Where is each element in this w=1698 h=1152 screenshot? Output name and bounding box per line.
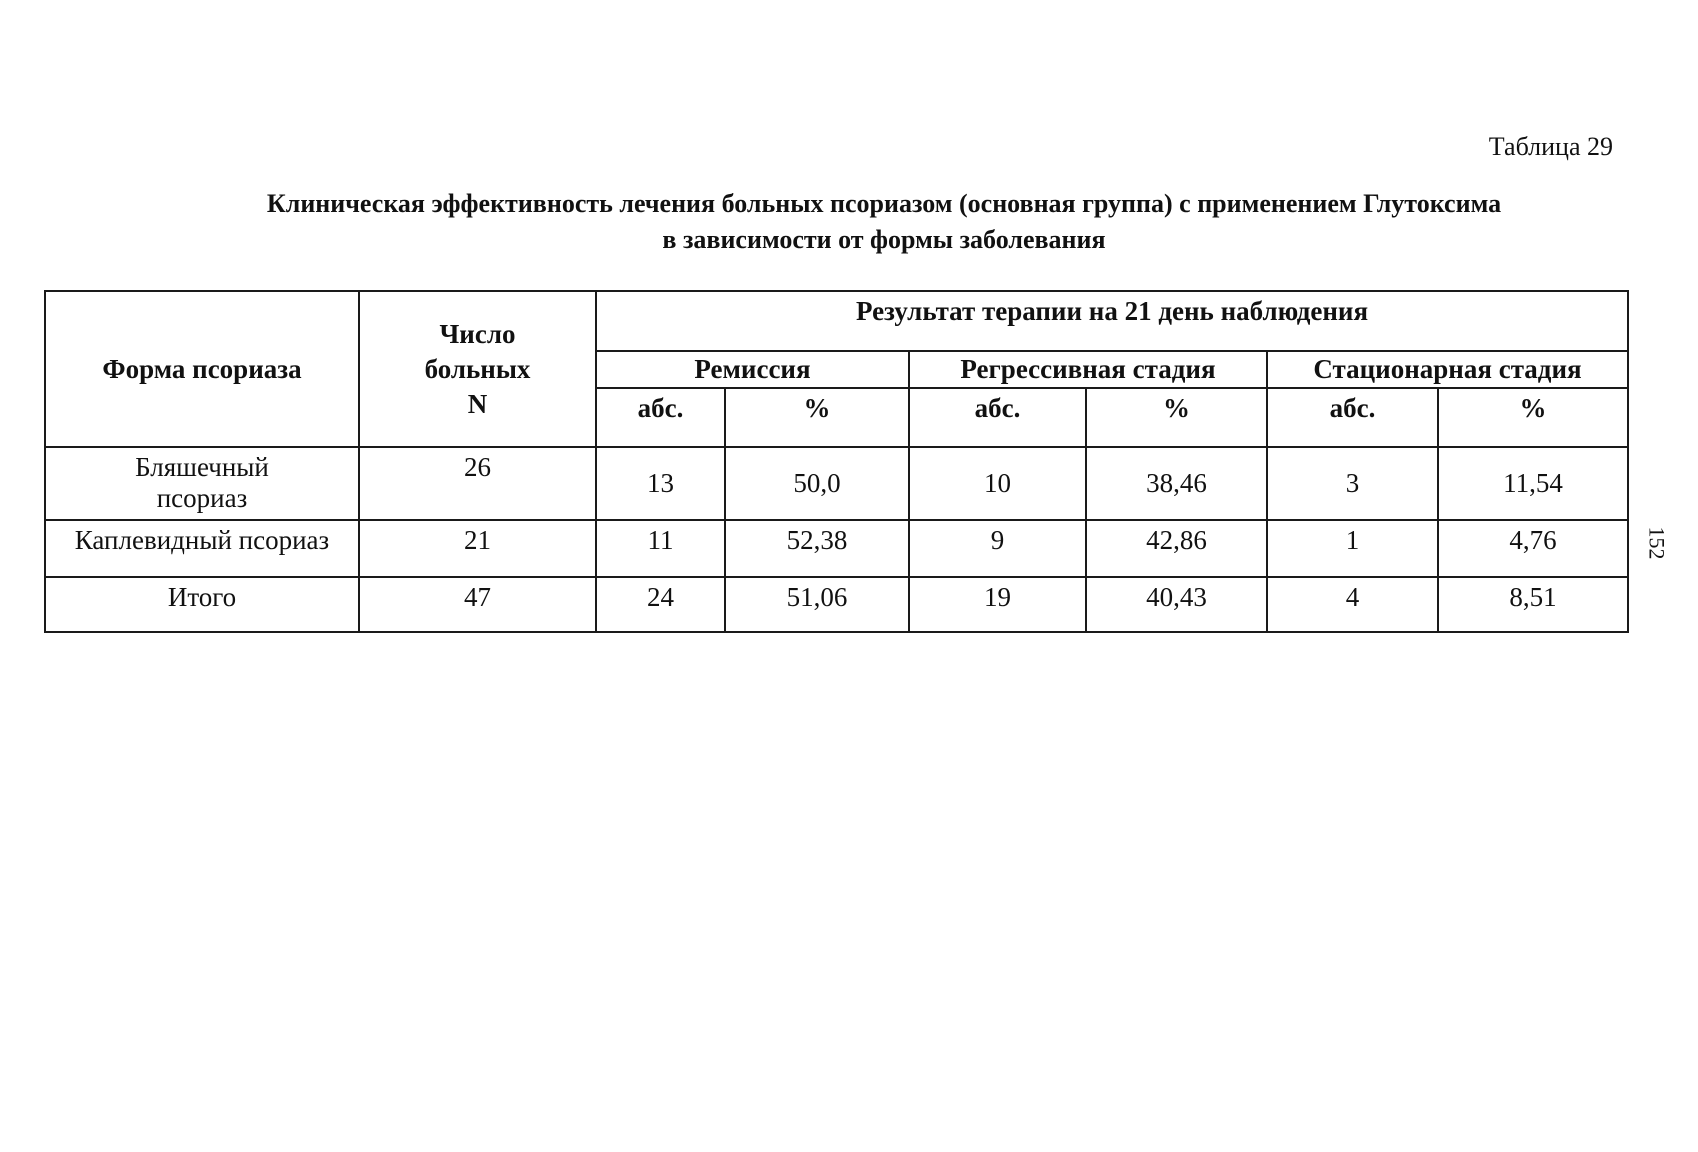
header-count-line-1: Число: [439, 318, 516, 349]
cell-form: Итого: [45, 577, 359, 632]
subheader-regressive-pct: %: [1086, 388, 1267, 447]
title-line-2: в зависимости от формы заболевания: [662, 225, 1106, 254]
results-table: [44, 290, 1629, 633]
cell-remission-pct: 52,38: [725, 520, 909, 577]
header-row-1: [45, 291, 1628, 351]
cell-stationary-abs: 4: [1267, 577, 1438, 632]
cell-regressive-pct: 40,43: [1086, 577, 1267, 632]
header-group-remission: Ремиссия: [596, 351, 909, 388]
cell-n: 26: [359, 447, 596, 520]
table-number: Таблица 29: [1488, 132, 1613, 161]
cell-remission-pct: 51,06: [725, 577, 909, 632]
header-group-stationary: Стационарная стадия: [1267, 351, 1628, 388]
header-group-regressive: Регрессивная стадия: [909, 351, 1267, 388]
cell-remission-abs: 24: [596, 577, 725, 632]
table-row: [45, 447, 1628, 520]
table-row: [45, 577, 1628, 632]
page-number: 152: [1644, 526, 1670, 560]
cell-form-line-2: псориаз: [156, 483, 248, 513]
cell-form: [45, 447, 359, 520]
subheader-stationary-abs: абс.: [1267, 388, 1438, 447]
cell-n: 21: [359, 520, 596, 577]
cell-remission-pct: 50,0: [725, 447, 909, 520]
header-result: Результат терапии на 21 день наблюдения: [596, 291, 1628, 351]
cell-n: 47: [359, 577, 596, 632]
cell-regressive-pct: 38,46: [1086, 447, 1267, 520]
subheader-remission-abs: абс.: [596, 388, 725, 447]
header-count-line-3: N: [467, 388, 488, 419]
cell-remission-abs: 11: [596, 520, 725, 577]
cell-stationary-abs: 3: [1267, 447, 1438, 520]
header-count-line-2: больных: [424, 353, 531, 384]
cell-form-line-1: Бляшечный: [135, 452, 269, 482]
subheader-regressive-abs: абс.: [909, 388, 1086, 447]
subheader-remission-pct: %: [725, 388, 909, 447]
cell-stationary-abs: 1: [1267, 520, 1438, 577]
table-row: [45, 520, 1628, 577]
subheader-stationary-pct: %: [1438, 388, 1628, 447]
table-title: [40, 186, 1698, 258]
header-count: [359, 291, 596, 447]
cell-regressive-abs: 10: [909, 447, 1086, 520]
cell-stationary-pct: 4,76: [1438, 520, 1628, 577]
cell-regressive-abs: 9: [909, 520, 1086, 577]
cell-form: Каплевидный псориаз: [45, 520, 359, 577]
cell-regressive-abs: 19: [909, 577, 1086, 632]
cell-remission-abs: 13: [596, 447, 725, 520]
cell-stationary-pct: 11,54: [1438, 447, 1628, 520]
cell-stationary-pct: 8,51: [1438, 577, 1628, 632]
cell-regressive-pct: 42,86: [1086, 520, 1267, 577]
header-form: Форма псориаза: [45, 291, 359, 447]
title-line-1: Клиническая эффективность лечения больных псориазом (основная группа) с применением Глутоксима: [266, 189, 1502, 218]
